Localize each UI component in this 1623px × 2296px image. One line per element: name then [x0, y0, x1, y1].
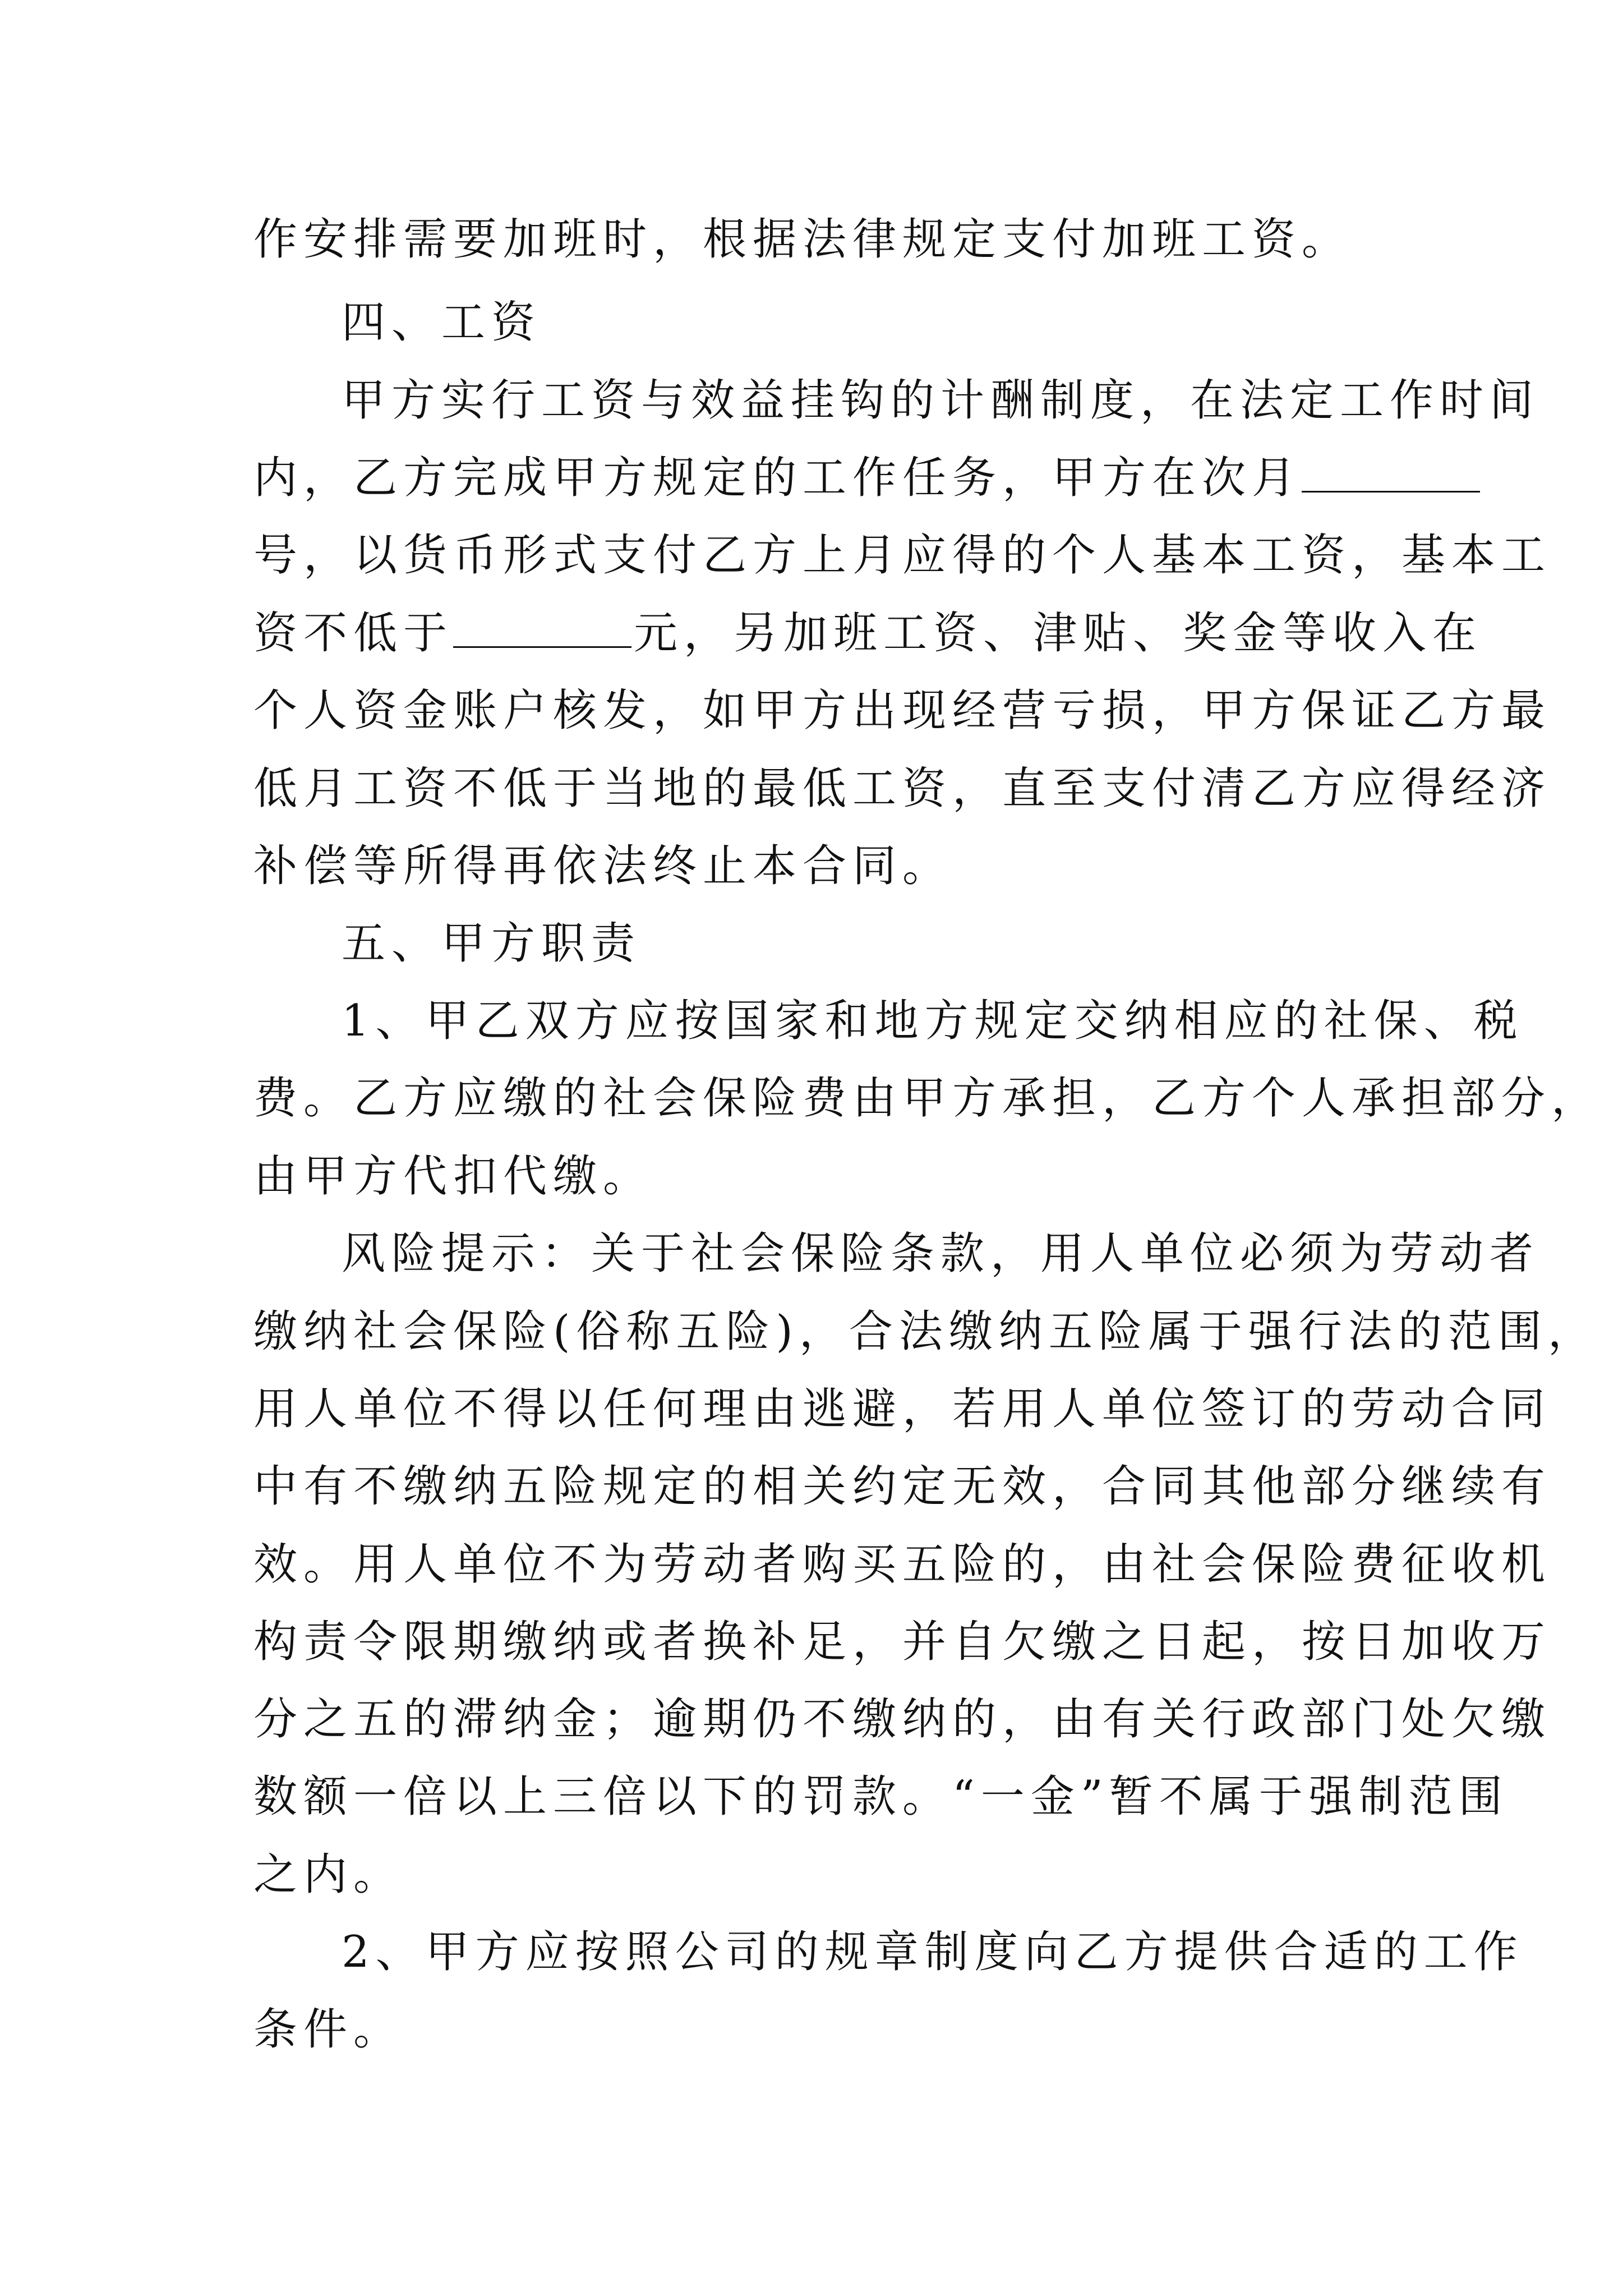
risk-notice-line: 分之五的滞纳金；逾期仍不缴纳的，由有关行政部门处欠缴: [253, 1694, 1552, 1745]
body-text-line: 补偿等所得再依法终止本合同。: [253, 841, 953, 891]
body-text-line: 号，以货币形式支付乙方上月应得的个人基本工资，基本工: [253, 530, 1552, 581]
body-text-line: [253, 600, 1483, 667]
body-text-line: 条件。: [253, 2004, 404, 2055]
body-text-line: 作安排需要加班时，根据法律规定支付加班工资。: [253, 214, 1352, 265]
body-text-line: 低月工资不低于当地的最低工资，直至支付清乙方应得经济: [253, 763, 1552, 814]
risk-notice-line: 构责令限期缴纳或者换补足，并自欠缴之日起，按日加收万: [253, 1617, 1552, 1667]
risk-notice-line: 缴纳社会保险(俗称五险)，合法缴纳五险属于强行法的范围，: [253, 1306, 1598, 1357]
fill-in-blank-payday[interactable]: [1302, 452, 1480, 493]
risk-notice-line: 中有不缴纳五险规定的相关约定无效，合同其他部分继续有: [253, 1461, 1552, 1512]
section-heading-wages: 四、工资: [342, 297, 542, 348]
body-text-line: 个人资金账户核发，如甲方出现经营亏损，甲方保证乙方最: [253, 685, 1552, 736]
text-segment: 资不低于: [253, 608, 454, 659]
section-heading-party-a-duties: 五、甲方职责: [342, 918, 642, 969]
risk-notice-line: 之内。: [253, 1849, 404, 1900]
text-segment: 内，乙方完成甲方规定的工作任务，甲方在次月: [253, 453, 1302, 503]
fill-in-blank-base-wage[interactable]: [453, 607, 631, 648]
risk-notice-line: 效。用人单位不为劳动者购买五险的，由社会保险费征收机: [253, 1539, 1552, 1590]
risk-notice-line: 用人单位不得以任何理由逃避，若用人单位签订的劳动合同: [253, 1384, 1552, 1434]
risk-notice-line: 数额一倍以上三倍以下的罚款。“一金”暂不属于强制范围: [253, 1772, 1509, 1822]
text-segment: 元，另加班工资、津贴、奖金等收入在: [634, 608, 1483, 659]
body-text-line: [253, 444, 1386, 512]
body-text-line: 1、甲乙双方应按国家和地方规定交纳相应的社保、税: [342, 996, 1524, 1046]
body-text-line: 由甲方代扣代缴。: [253, 1151, 653, 1202]
body-text-line: 甲方实行工资与效益挂钩的计酬制度，在法定工作时间: [342, 375, 1540, 426]
body-text-line: 费。乙方应缴的社会保险费由甲方承担，乙方个人承担部分，: [253, 1073, 1602, 1124]
risk-notice-line: 风险提示：关于社会保险条款，用人单位必须为劳动者: [342, 1228, 1540, 1279]
body-text-line: 2、甲方应按照公司的规章制度向乙方提供合适的工作: [342, 1927, 1524, 1977]
